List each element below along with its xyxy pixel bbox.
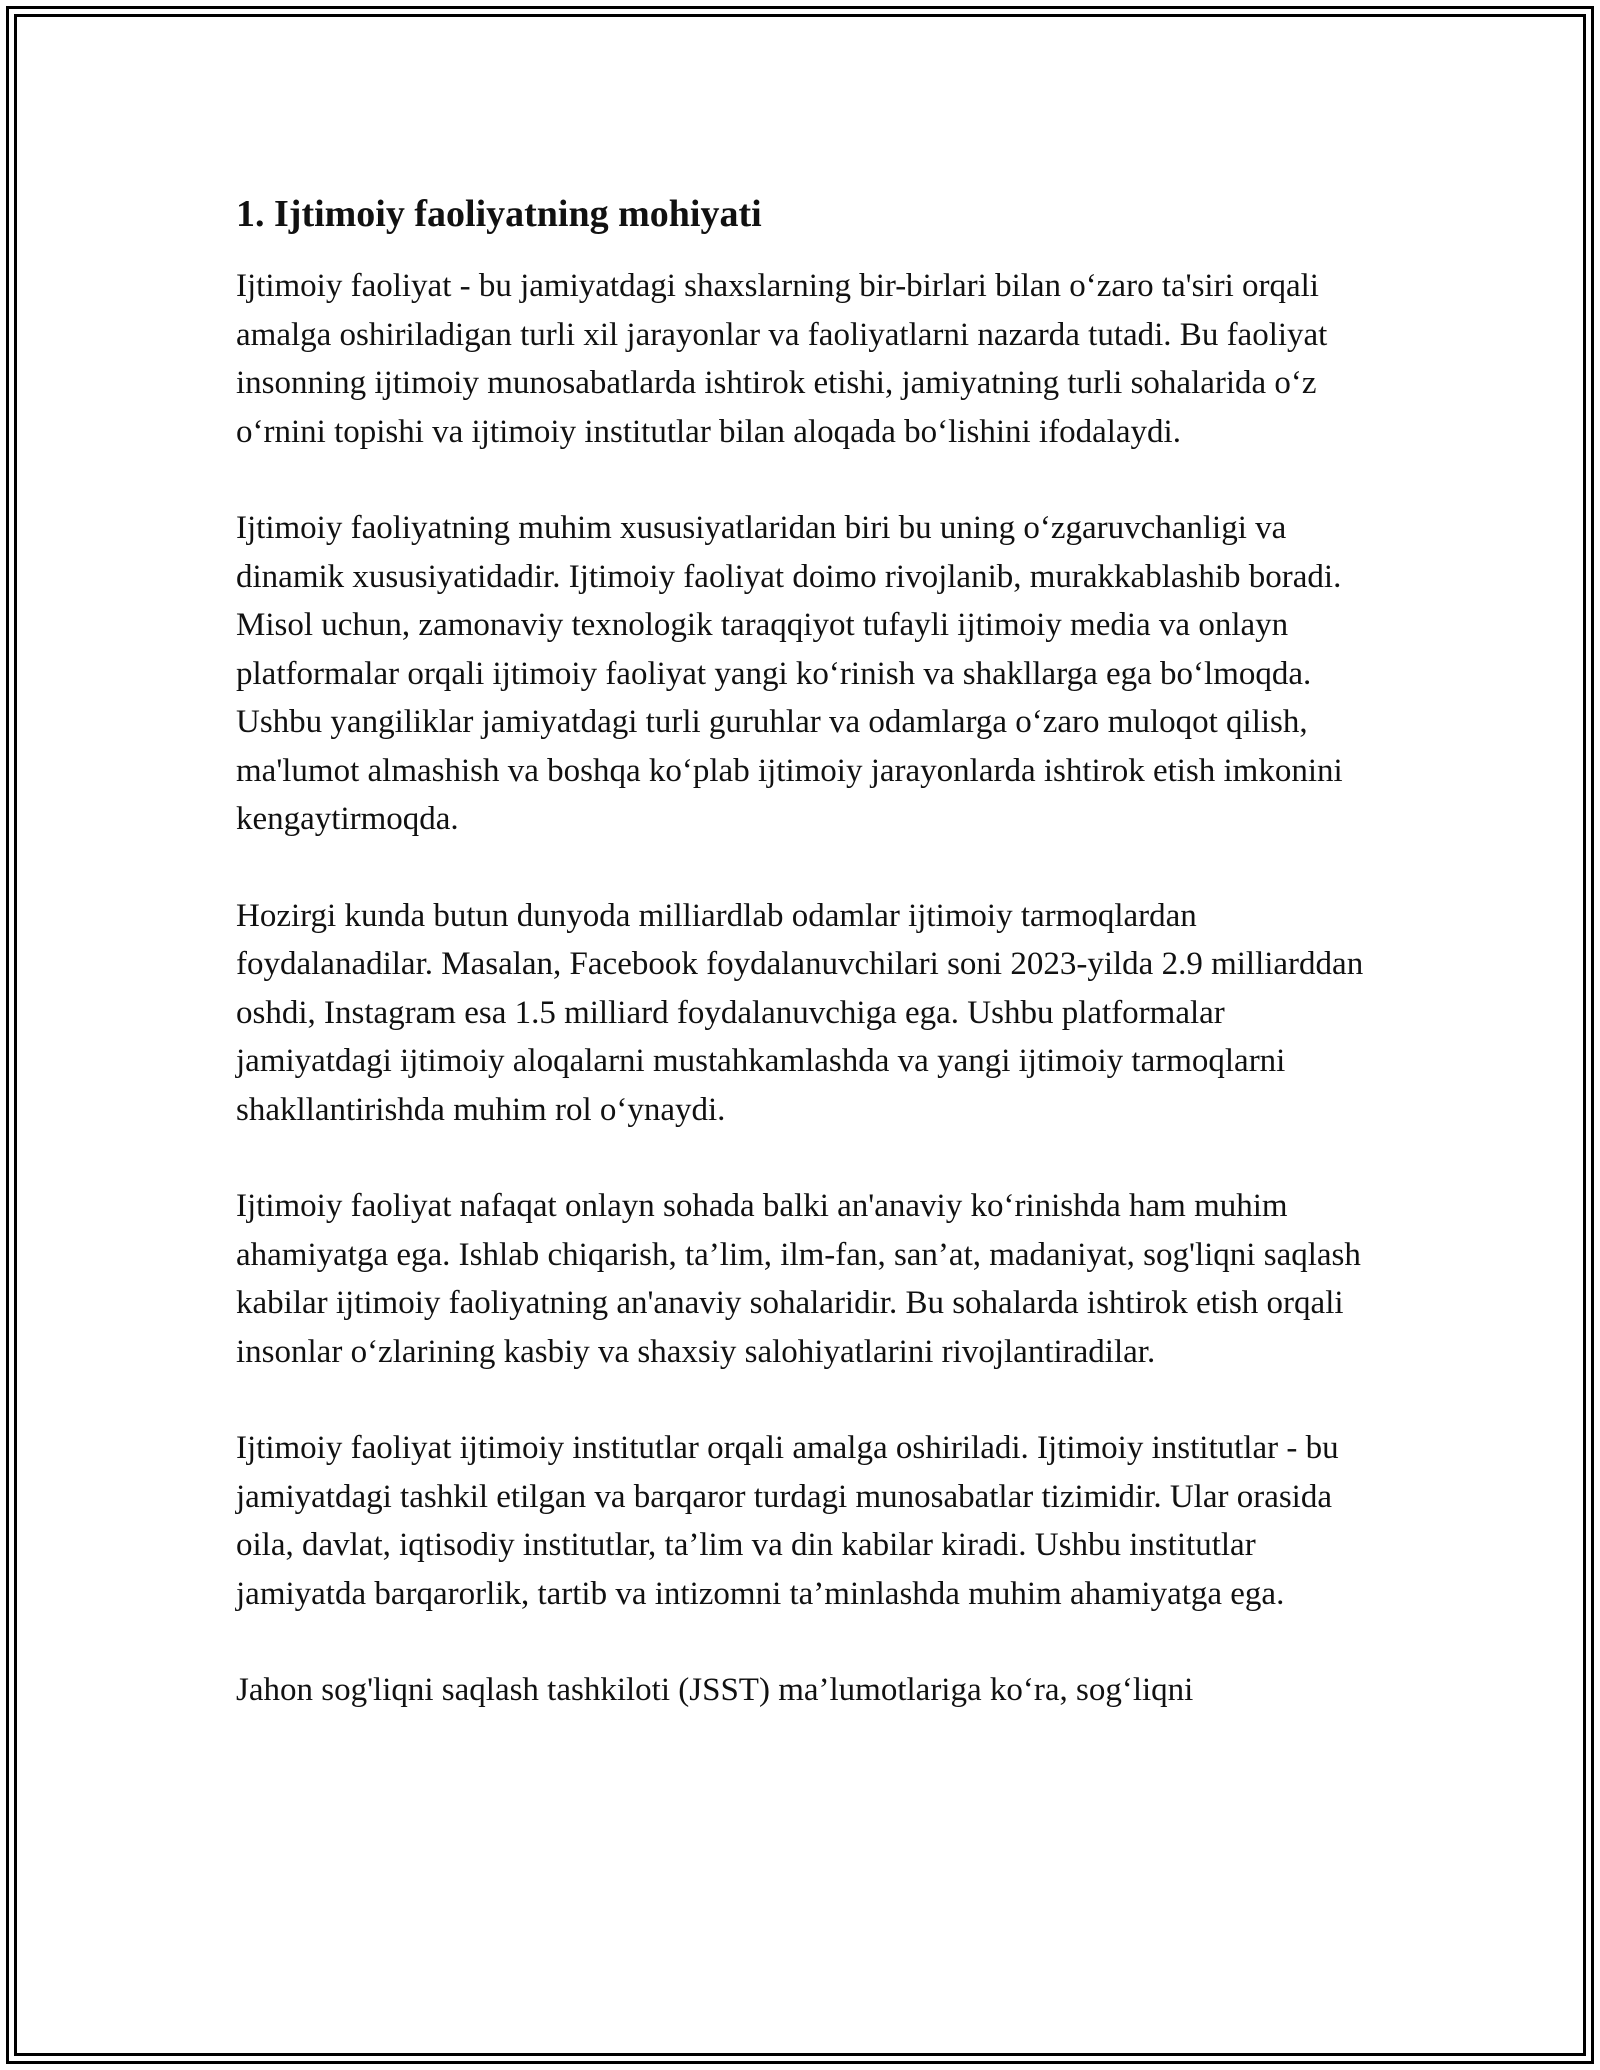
paragraph-4: Ijtimoiy faoliyat nafaqat onlayn sohada balki an'anaviy ko‘rinishda ham muhim ahamiyatga ega. Ishlab chiqarish, ta’lim, ilm-fan, san’at, madaniyat, sog'liqni saqlash kabilar ijtimoiy faoliyatning an'anaviy sohalaridir. Bu sohalarda ishtirok etish orqali insonlar o‘zlarining kasbiy va shaxsiy salohiyatlarini rivojlantiradilar. [236, 1188, 1361, 1370]
paragraph-5: Ijtimoiy faoliyat ijtimoiy institutlar orqali amalga oshiriladi. Ijtimoiy institutlar - bu jamiyatdagi tashkil etilgan va barqaror turdagi munosabatlar tizimidir. Ular orasida oila, davlat, iqtisodiy institutlar, ta’lim va din kabilar kiradi. Ushbu institutlar jamiyatda barqarorlik, tartib va intizomni ta’minlashda muhim ahamiyatga ega. [236, 1430, 1339, 1612]
paragraph-2: Ijtimoiy faoliyatning muhim xususiyatlaridan biri bu uning o‘zgaruvchanligi va dinamik xususiyatidadir. Ijtimoiy faoliyat doimo rivojlanib, murakkablashib boradi. Misol uchun, zamonaviy texnologik taraqqiyot tufayli ijtimoiy media va onlayn platformalar orqali ijtimoiy faoliyat yangi ko‘rinish va shakllarga ega bo‘lmoqda. Ushbu yangiliklar jamiyatdagi turli guruhlar va odamlarga o‘zaro muloqot qilish, ma'lumot almashish va boshqa ko‘plab ijtimoiy jarayonlarda ishtirok etish imkonini kengaytirmoqda. [236, 510, 1343, 837]
section-heading: 1. Ijtimoiy faoliyatning mohiyati [236, 193, 762, 235]
paragraph-6: Jahon sog'liqni saqlash tashkiloti (JSST) ma’lumotlariga ko‘ra, sog‘liqni [236, 1672, 1194, 1708]
paragraph-3: Hozirgi kunda butun dunyoda milliardlab odamlar ijtimoiy tarmoqlardan foydalanadilar. Masalan, Facebook foydalanuvchilari soni 2023-yilda 2.9 milliarddan oshdi, Instagram esa 1.5 milliard foydalanuvchiga ega. Ushbu platformalar jamiyatdagi ijtimoiy aloqalarni mustahkamlashda va yangi ijtimoiy tarmoqlarni shakllantirishda muhim rol o‘ynaydi. [236, 897, 1364, 1128]
paragraph-1: Ijtimoiy faoliyat - bu jamiyatdagi shaxslarning bir-birlari bilan o‘zaro ta'siri orqali amalga oshiriladigan turli xil jarayonlar va faoliyatlarni nazarda tutadi. Bu faoliyat insonning ijtimoiy munosabatlarda ishtirok etishi, jamiyatning turli sohalarida o‘z o‘rnini topishi va ijtimoiy institutlar bilan aloqada bo‘lishini ifodalaydi. [236, 268, 1328, 450]
document-body [236, 186, 1376, 1763]
